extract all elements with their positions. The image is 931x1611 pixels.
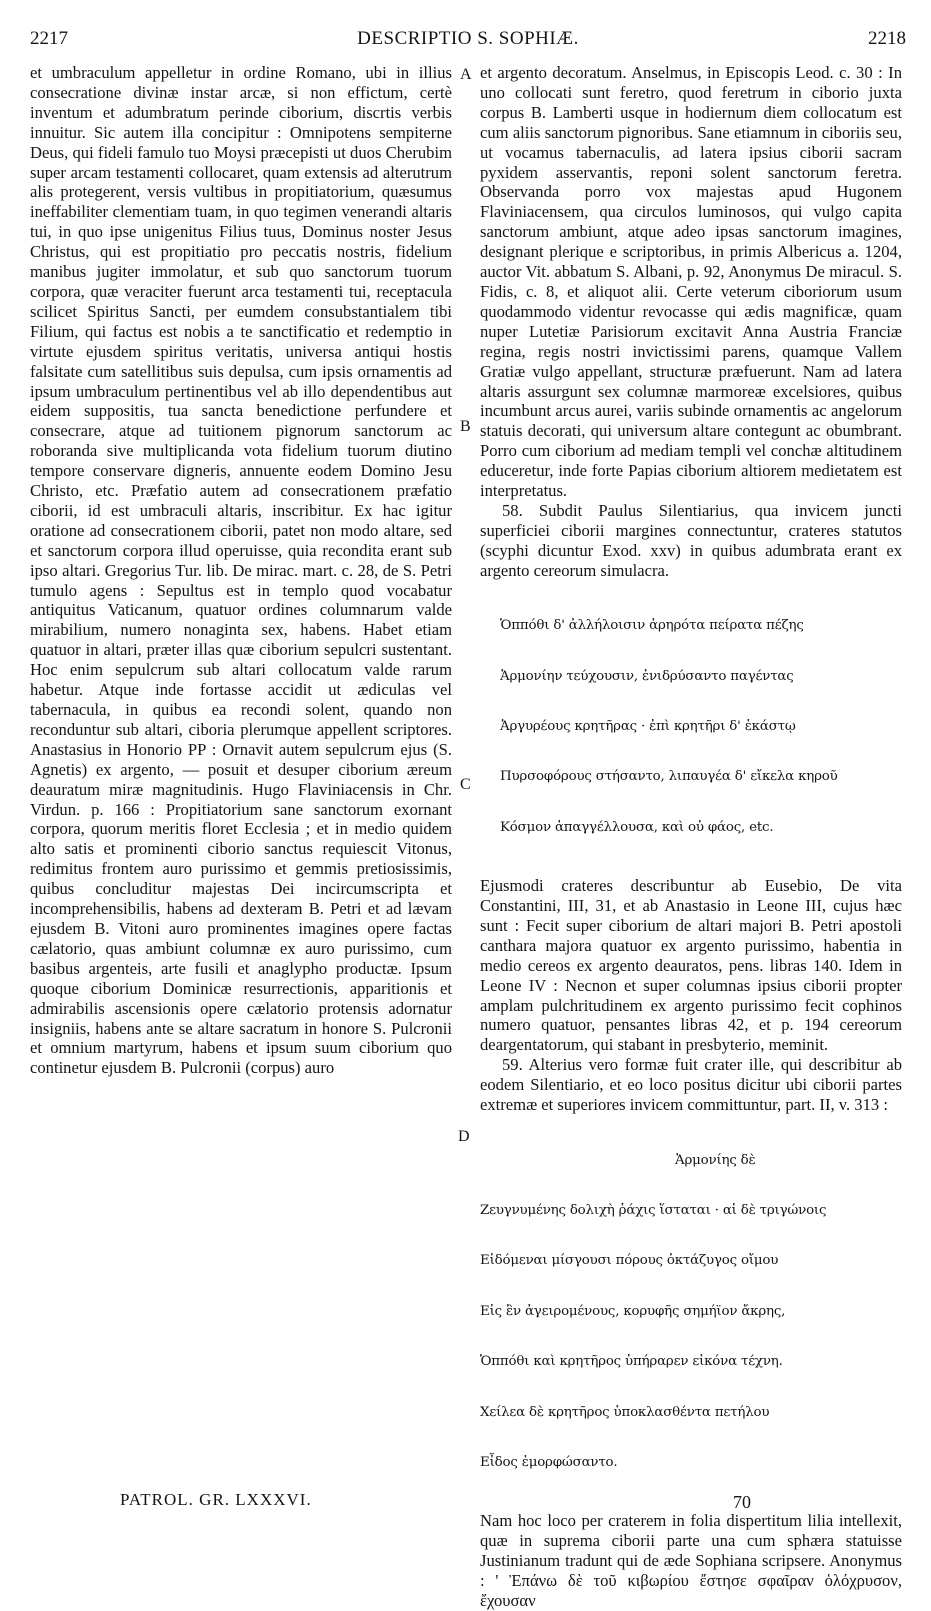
greek-verse-line: Ἀργυρέους κρητῆρας · ἐπὶ κρητῆρι δ' ἑκάστῳ [500, 718, 796, 734]
greek-verse-line: Ἁρμονίης δὲ [675, 1152, 756, 1168]
greek-verse-line: Ὁππόθι καὶ κρητῆρος ὑπήραρεν εἰκόνα τέχνη. [480, 1354, 783, 1370]
greek-verse-block-1 [500, 585, 902, 871]
greek-verse-line: Ὁππόθι δ' ἀλλήλοισιν ἀρηρότα πείρατα πέζης [500, 618, 804, 634]
paragraph-continuation: et argento decoratum. Anselmus, in Episcopis Leod. c. 30 : In uno collocati sunt feretro, quod feretrum in ciborio juxta corpus B. Lamberti usque in hodiernum diem collocatum est cum aliis sanctorum pignoribus. Sane etiamnum in ciboriis seu, ut vocamus tabernaculis, ad latera ipsius ciborii sacram pyxidem asservantis, reponi solent sanctorum feretra. Observanda porro vox majestas apud Hugonem Flaviniacensem, qua circulos luminosos, qui vulgo capita sanctorum ambiunt, atque adeo ipsas sanctorum imagines, designant plerique e scriptoribus, in primis Albericus a. 1204, auctor Vit. abbatum S. Albani, p. 92, Anonymus De miracul. S. Fidis, c. 8, et aliquot alii. Certe veterum ciboriorum usum quodammodo videntur revocasse qui ædis magnificæ, quam nuper Lutetiæ Parisiorum excitavit Anna Austria Franciæ regina, regis nostri invictissimi parens, quamque Vallem Gratiæ vulgo appellant, structuræ præfuerunt. Nam ad latera altaris assurgunt sex columnæ marmoreæ excelsiores, quibus incumbunt arcus aurei, variis subinde ornamentis ac angelorum statuis decorati, qui universum altare contegunt ac obumbrant. Porro cum ciborium ad mediam templi vel conchæ altitudinem educeretur, inde forte Papias ciborium altiorem medietatem est interpretatus. [480, 63, 902, 501]
right-column [480, 63, 902, 1611]
footer-signature: 70 [733, 1492, 751, 1512]
page-header [30, 28, 906, 58]
margin-letter-d: D [458, 1128, 470, 1145]
greek-verse-line: Εἰδόμεναι μίσγουσι πόρους ὀκτάζυγος οἴμου [480, 1253, 779, 1269]
greek-verse-line: Ζευγνυμένης δολιχὴ ῥάχις ἵσταται · αἱ δὲ τριγώνοις [480, 1202, 827, 1218]
greek-verse-block-2 [480, 1119, 902, 1505]
greek-verse-line: Ἁρμονίην τεύχουσιν, ἐνιδρύσαντο παγέντας [500, 668, 794, 684]
margin-letter-a: A [460, 66, 472, 83]
running-title: DESCRIPTIO S. SOPHIÆ. [357, 28, 579, 49]
greek-verse-line: Κόσμον ἀπαγγέλλουσα, καὶ οὐ φάος, etc. [500, 819, 774, 835]
left-column [30, 63, 452, 1078]
greek-verse-line: Χείλεα δὲ κρητῆρος ὑποκλασθέντα πετήλου [480, 1404, 770, 1420]
left-column-text: et umbraculum appelletur in ordine Romano, ubi in illius consecratione divinæ instar arcæ, si non effictum, certè inventum et adumbratum perinde ciborium, discrtis verbis innuitur. Sic autem illa concipitur : Omnipotens sempiterne Deus, qui fideli famulo tuo Moysi præcepisti ut duos Cherubim super arcam testamenti collocaret, quam extensis ad alterutrum alis protegerent, versis vultibus in propitiatorium, quæsumus ineffabiliter clementiam tuam, in quo tegimen venerandi altaris tui, in quo ipse unigenitus Filius tuus, Dominus noster Jesus Christus, qui est propitiatio pro peccatis nostris, fidelium manibus jugiter immolatur, et sub quo sanctorum tuorum corpora, quæ veraciter fuerunt arca testamenti tui, receptacula scilicet Spiritus Sancti, per eumdem consubstantialem tibi Filium, qui factus est nobis a te sanctificatio et redemptio in virtute ejusdem spiritus veritatis, universa antiqui hostis falsitate cum satellitibus suis depulsa, cum ipsis ornamentis ad ipsum umbraculum pertinentibus vel ab illo dependentibus aut eidem suppositis, tua sancta benedictione perfundere et consecrare, atque ad tuitionem pignorum sanctorum ac roboranda sive multiplicanda vota fidelium tuorum diutino tempore conservare digneris, annuente eodem Domino Jesu Christo, etc. Præfatio autem ad consecrationem præfatio ciborii, id est umbraculi altaris, inscribitur. Ex hac igitur oratione ad consecrationem ciborii, patet non modo altare, sed et sanctorum corpora illud operuisse, quia recondita erant sub ipso altari. Gregorius Tur. lib. De mirac. mart. c. 28, de S. Petri tumulo agens : Sepultus est in templo quod vocabatur antiquitus Vaticanum, quatuor ordines columnarum valde mirabilium, numero nonaginta sex, habens. Habet etiam quatuor in altari, præter illas quæ ciborium sepulcri sustentant. Hoc enim sepulcrum sub altari collocatum valde rarum habetur. Atque inde fortasse accidit ut ædiculas vel tabernacula, in quibus ea recondi solent, quando non reconduntur sub altari, ciboria plerumque appellent scriptores. Anastasius in Honorio PP : Ornavit autem sepulcrum ejus (S. Agnetis) ex argento, — posuit et desuper ciborium æreum deauratum miræ magnitudinis. Hugo Flaviniacensis in Chr. Virdun. p. 166 : Propitiatorium sane sanctorum exornant corpora, quorum meritis floret Ecclesia ; et in medio quidem alto satis et prominenti ciborio sanctus requiescit Vitonus, redimitus frontem auro purissimo et gemmis pretiosissimis, quibus concluditur majestas Dei incircumscripta et incomprehensibilis, habens ad dexteram B. Petri et ad lævam ejusdem B. Vitoni auro prominentes imagines opere factas cælatorio, quas ambiunt columnæ ex auro purissimo, cum basibus argenteis, arte fusili et anaglypho productæ. Ipsum quoque ciborium Dominicæ resurrectionis, apparitionis et admirabilis ascensionis opere cælatorio protensis adornatur insigniis, habens ante se altare sacratum in honore S. Pulcronii et omnium martyrum, habens et ipsum suum ciborium quo continetur ejusdem B. Pulcronii (corpus) auro [30, 63, 452, 1078]
paragraph-58: 58. Subdit Paulus Silentiarius, qua invicem juncti superficiei ciborii margines connectuntur, crateres statutos (scyphi dicuntur Exod. xxv) in quibus adumbrata erant ex argento cereorum simulacra. [480, 500, 902, 580]
footer-series: PATROL. GR. LXXXVI. [120, 1490, 312, 1509]
margin-letter-b: B [460, 418, 471, 435]
greek-verse-line: Πυρσοφόρους στήσαντο, λιπαυγέα δ' εἴκελα κηροῦ [500, 769, 838, 785]
paragraph-crateres: Ejusmodi crateres describuntur ab Eusebio, De vita Constantini, III, 31, et ab Anastasio in Leone III, cujus hæc sunt : Fecit super ciborium de altari majori B. Petri apostoli canthara majora quatuor ex argento purissimo, habentia in medio cereos ex argento deauratos, pens. libras 140. Idem in Leone IV : Necnon et super columnas ipsius ciborii propter amplam pulchritudinem ex argento purissimo fecit cophinos numero quatuor, pensantes libras 42, et p. 194 cereorum deargentatorum, qui stabant in presbyterio, meminit. [480, 876, 902, 1055]
greek-verse-line: Εἶδος ἐμορφώσαντο. [480, 1454, 618, 1470]
page-number-right: 2218 [868, 28, 906, 49]
greek-verse-line: Εἰς ἓν ἀγειρομένους, κορυφῆς σημήϊον ἄκρης, [480, 1303, 786, 1319]
margin-letter-c: C [460, 776, 471, 793]
paragraph-final: Nam hoc loco per craterem in folia dispertitum lilia intellexit, quæ in suprema ciborii parte una cum sphæra statuisse Justinianum tradunt qui de æde Sophiana scripsere. Anonymus : ' Ἐπάνω δὲ τοῦ κιβωρίου ἔστησε σφαῖραν ὁλόχρυσον, ἔχουσαν [480, 1511, 902, 1610]
page-number-left: 2217 [30, 28, 68, 49]
paragraph-59: 59. Alterius vero formæ fuit crater ille, qui describitur ab eodem Silentiario, et eo loco positus dicitur ubi ciborii partes extremæ et superiores invicem committuntur, part. II, v. 313 : [480, 1055, 902, 1115]
